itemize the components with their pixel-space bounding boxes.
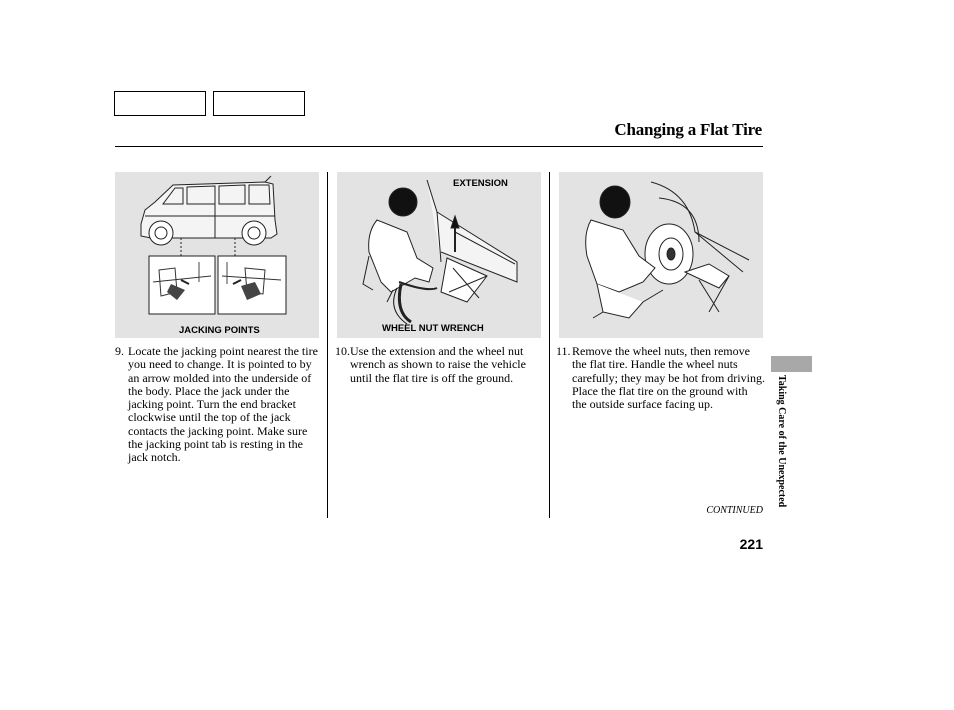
column-divider-2 [549, 172, 550, 518]
jacking-point-inset-left [149, 256, 215, 314]
label-extension: EXTENSION [453, 178, 508, 189]
header-rule [115, 146, 763, 147]
section-tab [771, 356, 812, 372]
nav-box-next[interactable] [213, 91, 305, 116]
figure-raise-vehicle [337, 172, 541, 338]
figure-remove-wheel [559, 172, 763, 338]
nav-box-previous[interactable] [114, 91, 206, 116]
column-divider-1 [327, 172, 328, 518]
car-illustration [115, 172, 319, 338]
section-side-label: Taking Care of the Unexpected [776, 375, 787, 508]
step-text: Locate the jacking point nearest the tire you need to change. It is pointed to by an arrow molded into the underside of the body. Place the jack under the jacking point. Turn the end bracket clockwise until the top of the jack contacts the jacking point. Make sure the jacking point tab is resting in the jack notch. [128, 344, 318, 465]
raise-vehicle-illustration [337, 172, 541, 338]
page-number: 221 [739, 536, 763, 552]
label-wheel-nut-wrench: WHEEL NUT WRENCH [382, 323, 484, 334]
step-number: 11. [556, 344, 571, 358]
step-number: 9. [115, 344, 124, 358]
page-title: Changing a Flat Tire [614, 120, 762, 139]
jacking-point-inset-right [218, 256, 286, 314]
step-text: Use the extension and the wheel nut wrench as shown to raise the vehicle until the flat tire is off the ground. [350, 344, 526, 385]
step-text: Remove the wheel nuts, then remove the flat tire. Handle the wheel nuts carefully; they may be hot from driving. Place the flat tire on the ground with the outside surface facing up. [572, 344, 765, 412]
remove-wheel-illustration [559, 172, 763, 338]
figure-jacking-points [115, 172, 319, 338]
step-number: 10. [335, 344, 350, 358]
figure-caption-jacking-points: JACKING POINTS [179, 325, 260, 336]
continued-label: CONTINUED [706, 505, 763, 516]
